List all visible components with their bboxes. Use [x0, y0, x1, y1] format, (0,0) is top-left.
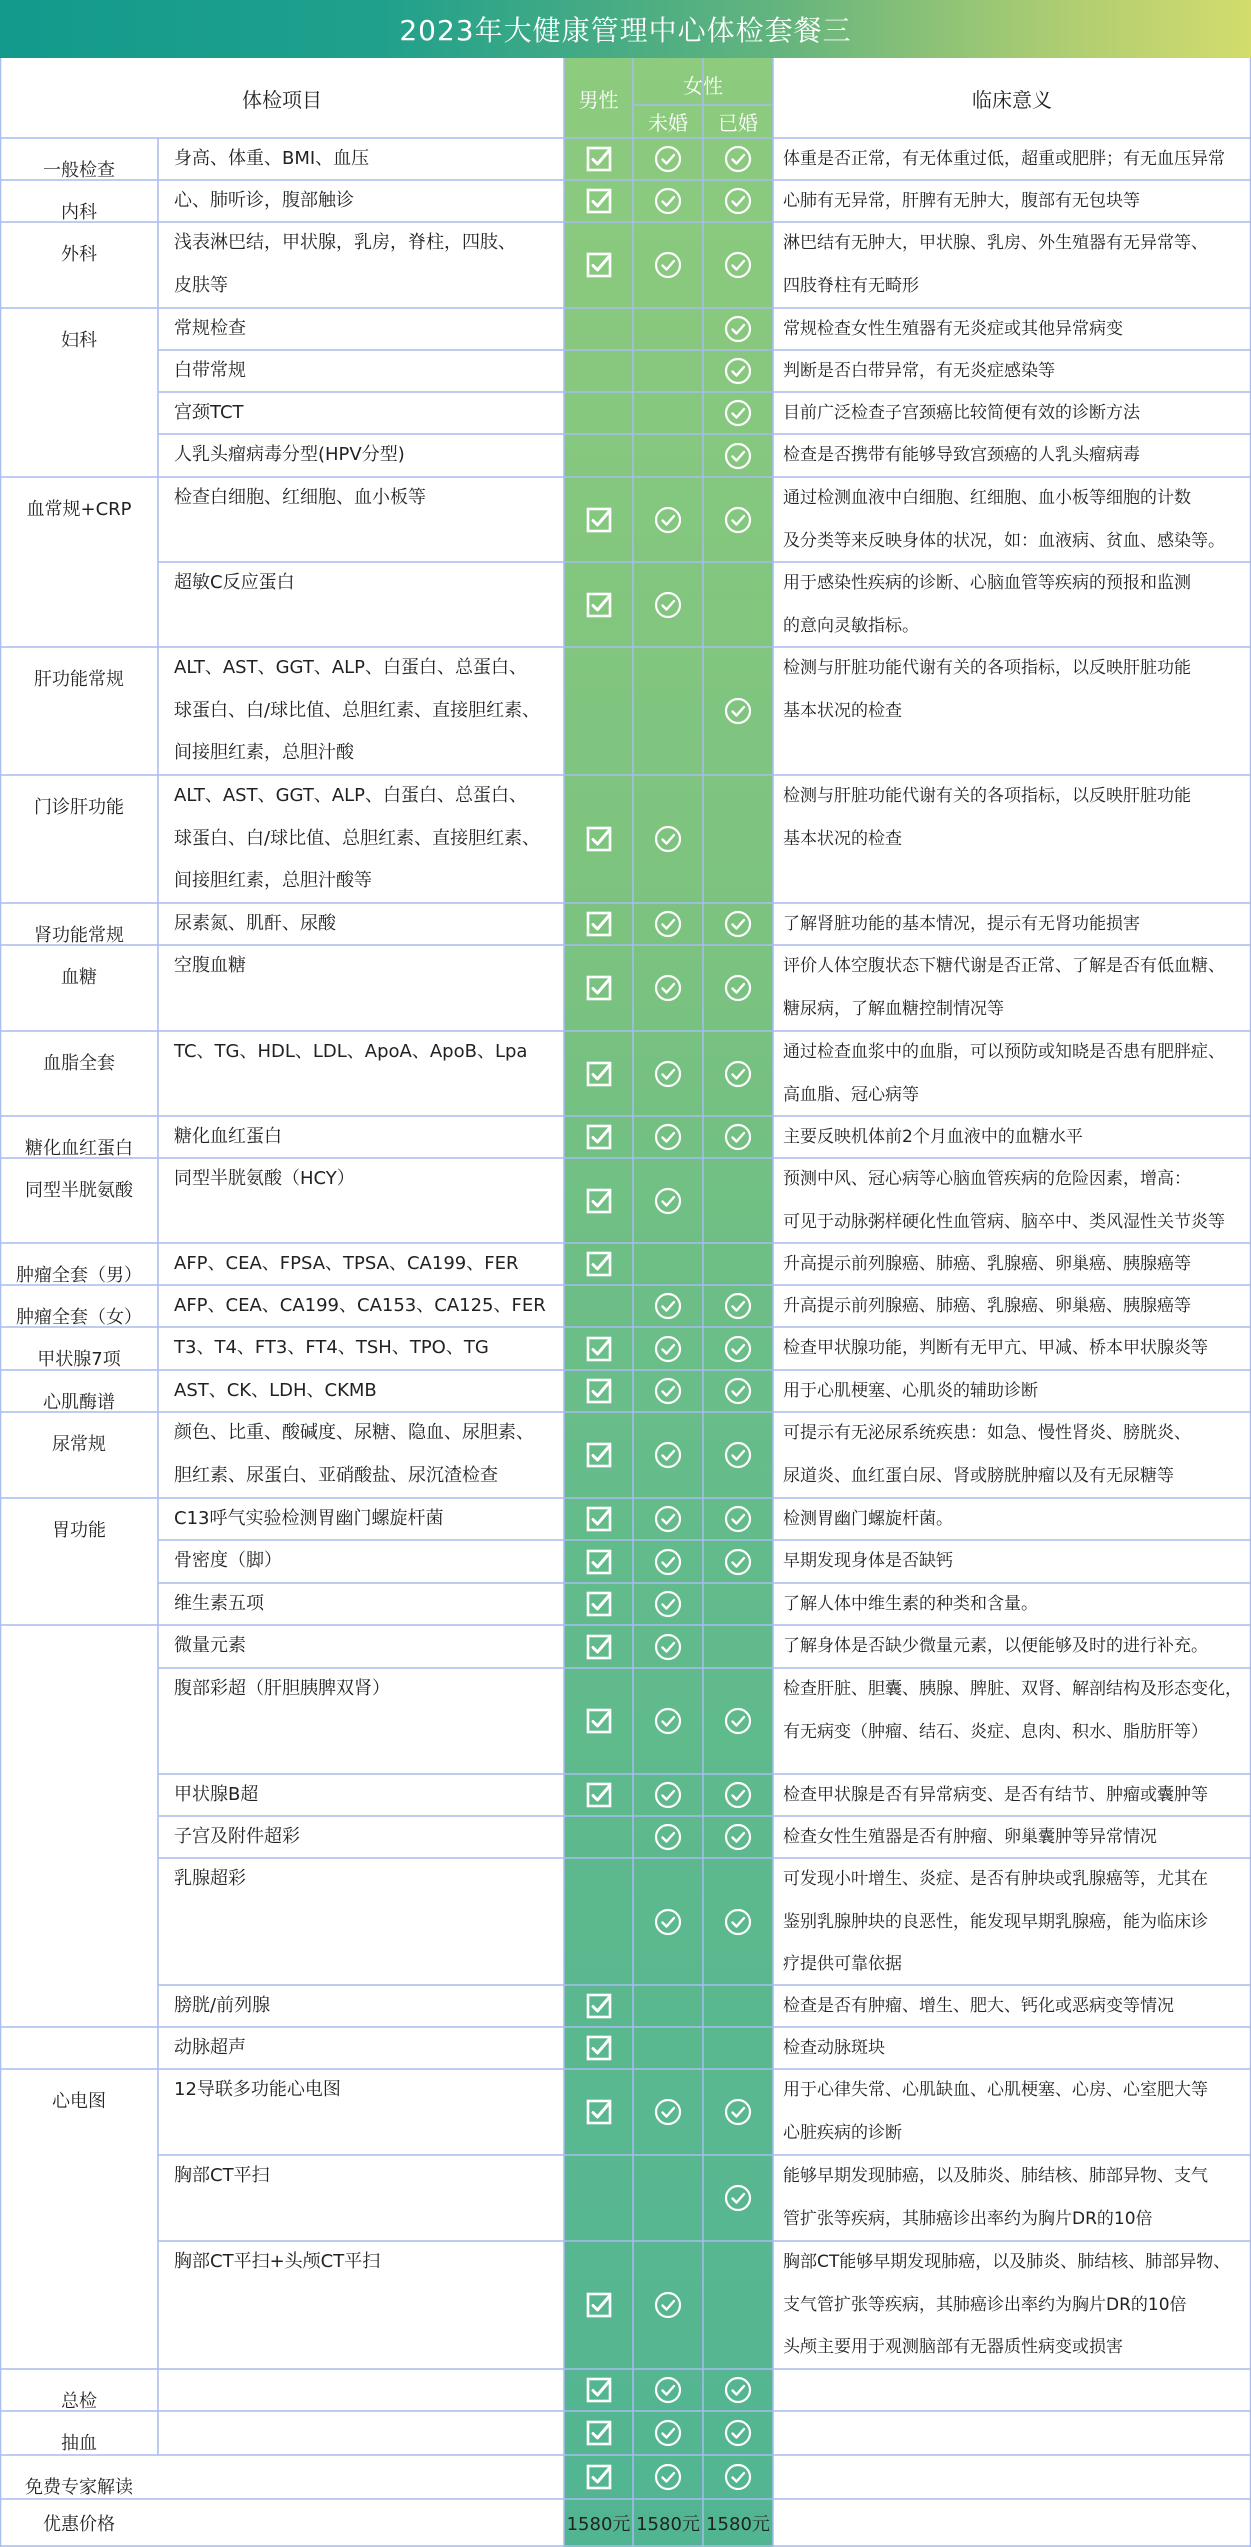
header-female: 女性	[683, 73, 723, 98]
row-item: 维生素五项	[174, 1593, 264, 1614]
row-item: 浅表淋巴结，甲状腺，乳房，脊柱，四肢、 皮肤等	[174, 232, 516, 296]
row-category: 肿瘤全套（女）	[16, 1307, 142, 1328]
row-item: 微量元素	[174, 1635, 246, 1656]
row-meaning: 判断是否白带异常，有无炎症感染等	[783, 361, 1055, 381]
row-category: 甲状腺7项	[37, 1349, 121, 1370]
row-meaning: 检查甲状腺是否有异常病变、是否有结节、肿瘤或囊肿等	[783, 1785, 1208, 1805]
header-unmarried: 未婚	[648, 111, 688, 135]
row-item: 膀胱/前列腺	[174, 1995, 271, 2016]
row-category: 血脂全套	[43, 1053, 115, 1074]
row-item: AFP、CEA、CA199、CA153、CA125、FER	[174, 1295, 546, 1316]
row-item: 子宫及附件超彩	[174, 1826, 300, 1847]
row-category: 心电图	[52, 2091, 106, 2112]
row-meaning: 检查是否有肿瘤、增生、肥大、钙化或恶病变等情况	[783, 1996, 1174, 2016]
row-meaning: 淋巴结有无肿大，甲状腺、乳房、外生殖器有无异常等、 四肢脊柱有无畸形	[783, 233, 1208, 296]
row-category: 血糖	[61, 967, 97, 988]
row-category: 外科	[61, 244, 97, 265]
row-item: 常规检查	[174, 318, 246, 339]
row-meaning: 了解人体中维生素的种类和含量。	[783, 1594, 1038, 1614]
row-meaning: 常规检查女性生殖器有无炎症或其他异常病变	[783, 319, 1123, 339]
row-meaning: 预测中风、冠心病等心脑血管疾病的危险因素，增高： 可见于动脉粥样硬化性血管病、脑卒中、类风湿性关节炎等	[783, 1169, 1225, 1232]
header-meaning: 临床意义	[972, 87, 1052, 112]
row-meaning: 能够早期发现肺癌，以及肺炎、肺结核、肺部异物、支气 管扩张等疾病，其肺癌诊出率约为胸片DR的10倍	[783, 2166, 1208, 2229]
row-category: 尿常规	[52, 1434, 106, 1455]
row-category: 肝功能常规	[34, 669, 124, 690]
row-meaning: 检查女性生殖器是否有肿瘤、卵巢囊肿等异常情况	[783, 1827, 1157, 1847]
row-category: 免费专家解读	[25, 2477, 133, 2498]
row-item: ALT、AST、GGT、ALP、白蛋白、总蛋白、 球蛋白、白/球比值、总胆红素、直接胆红素、 间接胆红素，总胆汁酸	[174, 657, 541, 763]
row-item: 超敏C反应蛋白	[174, 572, 295, 593]
row-category: 肿瘤全套（男）	[16, 1265, 142, 1286]
header-item: 体检项目	[242, 87, 322, 112]
row-meaning: 用于感染性疾病的诊断、心脑血管等疾病的预报和监测 的意向灵敏指标。	[783, 573, 1191, 636]
row-category: 门诊肝功能	[34, 797, 124, 818]
row-item: 胸部CT平扫	[174, 2165, 270, 2186]
price-unmarried: 1580元	[636, 2514, 700, 2535]
row-item: 检查白细胞、红细胞、血小板等	[174, 487, 426, 508]
price-male: 1580元	[566, 2514, 631, 2535]
row-item: 心、肺听诊，腹部触诊	[174, 190, 354, 211]
row-item: 宫颈TCT	[174, 402, 244, 423]
row-item: 胸部CT平扫+头颅CT平扫	[174, 2251, 381, 2272]
row-meaning: 可发现小叶增生、炎症、是否有肿块或乳腺癌等，尤其在 鉴别乳腺肿块的良恶性，能发现早期乳腺癌，能为临床诊 疗提供可靠依据	[783, 1869, 1208, 1974]
row-item: 身高、体重、BMI、血压	[174, 148, 370, 169]
row-meaning: 目前广泛检查子宫颈癌比较简便有效的诊断方法	[783, 403, 1140, 423]
row-item: 同型半胱氨酸（HCY）	[174, 1168, 355, 1189]
row-item: AFP、CEA、FPSA、TPSA、CA199、FER	[174, 1253, 519, 1274]
row-category: 妇科	[61, 330, 97, 351]
row-meaning: 可提示有无泌尿系统疾患：如急、慢性肾炎、膀胱炎、 尿道炎、血红蛋白尿、肾或膀胱肿瘤以及有无尿糖等	[783, 1423, 1191, 1486]
row-item: ALT、AST、GGT、ALP、白蛋白、总蛋白、 球蛋白、白/球比值、总胆红素、直接胆红素、 间接胆红素，总胆汁酸等	[174, 785, 541, 891]
price-married: 1580元	[706, 2514, 770, 2535]
row-meaning: 升高提示前列腺癌、肺癌、乳腺癌、卵巢癌、胰腺癌等	[783, 1296, 1191, 1316]
row-item: 乳腺超彩	[174, 1868, 246, 1889]
row-item: TC、TG、HDL、LDL、ApoA、ApoB、Lpa	[174, 1041, 528, 1062]
row-meaning: 通过检查血浆中的血脂，可以预防或知晓是否患有肥胖症、 高血脂、冠心病等	[783, 1042, 1225, 1105]
row-category: 总检	[61, 2391, 97, 2412]
row-meaning: 检查甲状腺功能，判断有无甲亢、甲减、桥本甲状腺炎等	[783, 1338, 1208, 1358]
row-item: 尿素氮、肌酐、尿酸	[174, 913, 336, 934]
row-item: T3、T4、FT3、FT4、TSH、TPO、TG	[174, 1337, 489, 1358]
row-meaning: 检查动脉斑块	[783, 2038, 885, 2058]
row-category: 肾功能常规	[34, 925, 124, 946]
row-category: 内科	[61, 202, 97, 223]
row-meaning: 用于心律失常、心肌缺血、心肌梗塞、心房、心室肥大等 心脏疾病的诊断	[783, 2080, 1208, 2143]
row-category: 心肌酶谱	[43, 1392, 115, 1413]
price-label: 优惠价格	[43, 2514, 115, 2535]
row-category: 同型半胱氨酸	[25, 1180, 133, 1201]
row-meaning: 了解身体是否缺少微量元素，以便能够及时的进行补充。	[783, 1636, 1208, 1656]
row-meaning: 早期发现身体是否缺钙	[783, 1551, 953, 1571]
row-meaning: 检测与肝脏功能代谢有关的各项指标，以反映肝脏功能 基本状况的检查	[783, 786, 1191, 849]
header-married: 已婚	[718, 111, 758, 135]
row-category: 抽血	[61, 2433, 97, 2454]
row-category: 糖化血红蛋白	[25, 1138, 133, 1159]
row-item: 糖化血红蛋白	[174, 1126, 282, 1147]
row-item: 人乳头瘤病毒分型(HPV分型)	[174, 444, 405, 465]
row-meaning: 评价人体空腹状态下糖代谢是否正常、了解是否有低血糖、 糖尿病，了解血糖控制情况等	[783, 956, 1225, 1019]
row-item: 颜色、比重、酸碱度、尿糖、隐血、尿胆素、 胆红素、尿蛋白、亚硝酸盐、尿沉渣检查	[174, 1422, 534, 1486]
row-category: 一般检查	[43, 160, 115, 181]
row-meaning: 了解肾脏功能的基本情况，提示有无肾功能损害	[783, 914, 1140, 934]
row-meaning: 检测胃幽门螺旋杆菌。	[783, 1509, 953, 1529]
page-title: 2023年大健康管理中心体检套餐三	[0, 0, 1251, 58]
row-category: 胃功能	[52, 1520, 106, 1541]
row-meaning: 体重是否正常，有无体重过低，超重或肥胖；有无血压异常	[783, 149, 1225, 169]
row-meaning: 升高提示前列腺癌、肺癌、乳腺癌、卵巢癌、胰腺癌等	[783, 1254, 1191, 1274]
header-male: 男性	[578, 87, 619, 112]
row-item: 腹部彩超（肝胆胰脾双肾）	[174, 1678, 390, 1699]
row-item: C13呼气实验检测胃幽门螺旋杆菌	[174, 1508, 444, 1529]
row-meaning: 胸部CT能够早期发现肺癌，以及肺炎、肺结核、肺部异物、 支气管扩张等疾病，其肺癌诊出率约为胸片DR的10倍 头颅主要用于观测脑部有无器质性病变或损害	[783, 2252, 1231, 2357]
row-category: 血常规+CRP	[26, 499, 132, 520]
row-meaning: 心肺有无异常，肝脾有无肿大，腹部有无包块等	[783, 191, 1140, 211]
row-meaning: 用于心肌梗塞、心肌炎的辅助诊断	[783, 1381, 1038, 1401]
row-item: 12导联多功能心电图	[174, 2079, 341, 2100]
row-item: 白带常规	[174, 360, 246, 381]
row-item: AST、CK、LDH、CKMB	[174, 1380, 377, 1401]
row-meaning: 检查肝脏、胆囊、胰腺、脾脏、双肾、解剖结构及形态变化， 有无病变（肿瘤、结石、炎症、息肉、积水、脂肪肝等）	[783, 1679, 1242, 1742]
row-item: 骨密度（脚）	[174, 1550, 282, 1571]
row-item: 甲状腺B超	[174, 1784, 259, 1805]
row-meaning: 检查是否携带有能够导致宫颈癌的人乳头瘤病毒	[783, 445, 1140, 465]
row-item: 空腹血糖	[174, 955, 246, 976]
row-meaning: 检测与肝脏功能代谢有关的各项指标，以反映肝脏功能 基本状况的检查	[783, 658, 1191, 721]
row-meaning: 通过检测血液中白细胞、红细胞、血小板等细胞的计数 及分类等来反映身体的状况，如：血液病、贫血、感染等。	[783, 488, 1225, 551]
row-item: 动脉超声	[174, 2037, 246, 2058]
row-meaning: 主要反映机体前2个月血液中的血糖水平	[783, 1127, 1083, 1147]
